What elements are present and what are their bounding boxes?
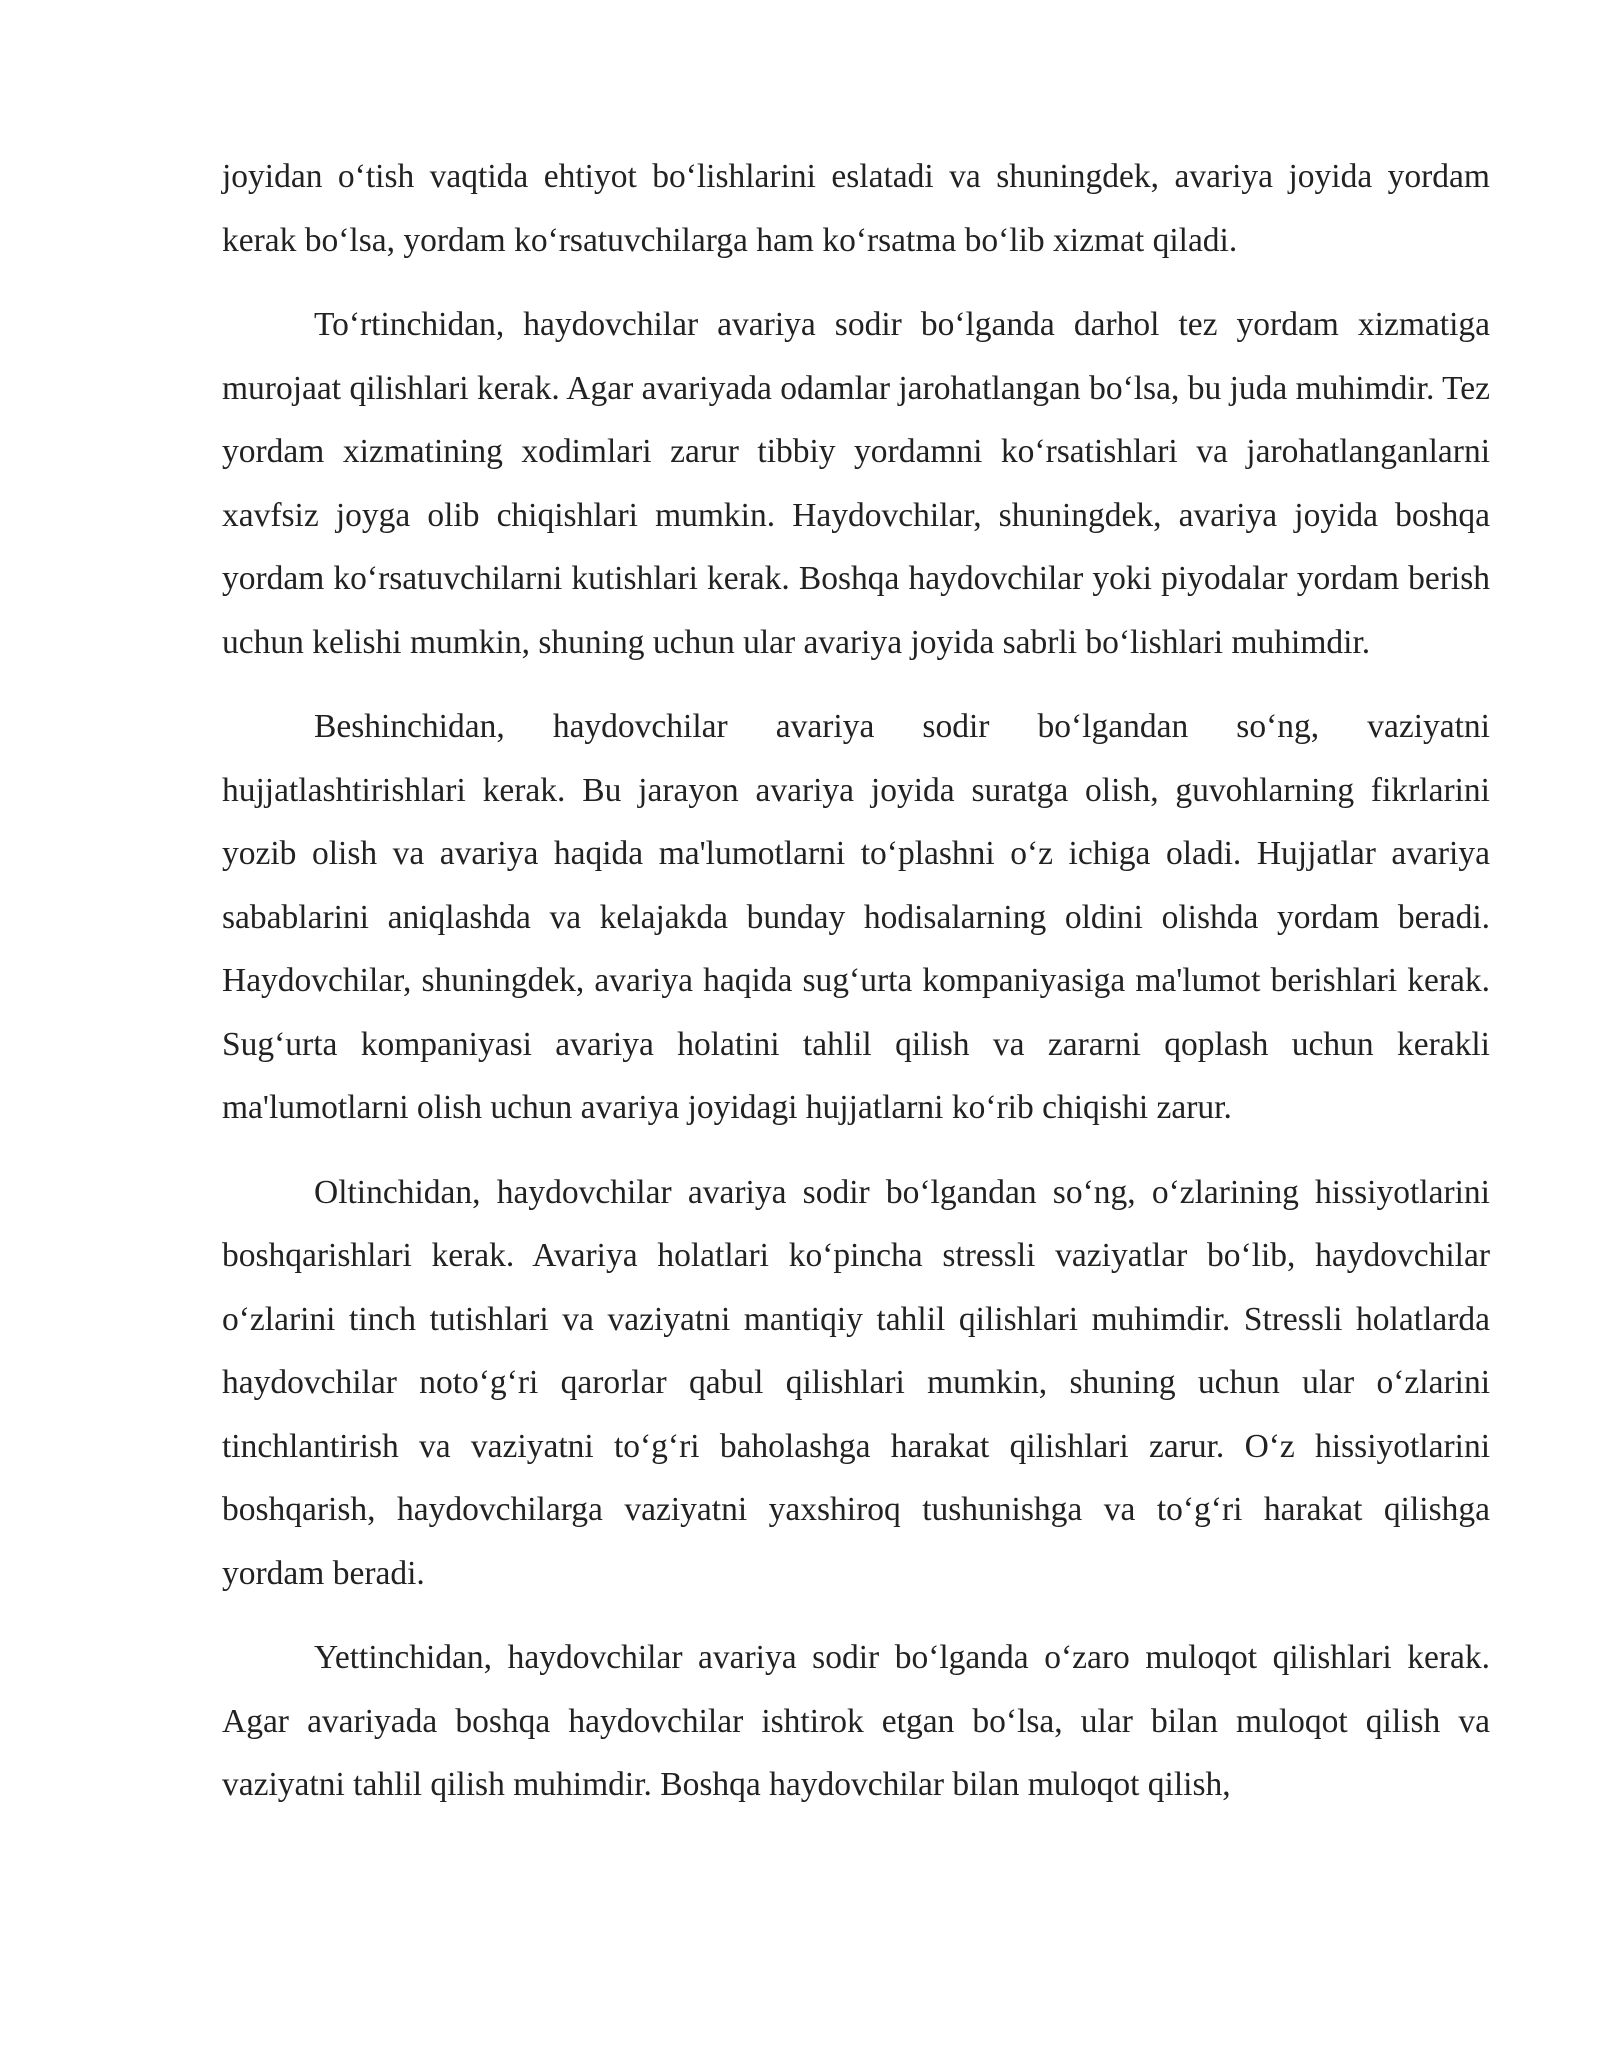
document-body (222, 145, 1490, 1838)
paragraph-fourth: To‘rtinchidan, haydovchilar avariya sodir bo‘lganda darhol tez yordam xizmatiga murojaat qilishlari kerak. Agar avariyada odamlar jarohatlangan bo‘lsa, bu juda muhimdir. Tez yordam xizmatining xodimlari zarur tibbiy yordamni ko‘rsatishlari va jarohatlanganlarni xavfsiz joyga olib chiqishlari mumkin. Haydovchilar, shuningdek, avariya joyida boshqa yordam ko‘rsatuvchilarni kutishlari kerak. Boshqa haydovchilar yoki piyodalar yordam berish uchun kelishi mumkin, shuning uchun ular avariya joyida sabrli bo‘lishlari muhimdir. (222, 306, 1490, 661)
paragraph-seventh: Yettinchidan, haydovchilar avariya sodir bo‘lganda o‘zaro muloqot qilishlari kerak. Agar avariyada boshqa haydovchilar ishtirok etgan bo‘lsa, ular bilan muloqot qilish va vaziyatni tahlil qilish muhimdir. Boshqa haydovchilar bilan muloqot qilish, (222, 1639, 1490, 1803)
paragraph-fifth: Beshinchidan, haydovchilar avariya sodir bo‘lgandan so‘ng, vaziyatni hujjatlashtirishlari kerak. Bu jarayon avariya joyida suratga olish, guvohlarning fikrlarini yozib olish va avariya haqida ma'lumotlarni to‘plashni o‘z ichiga oladi. Hujjatlar avariya sabablarini aniqlashda va kelajakda bunday hodisalarning oldini olishda yordam beradi. Haydovchilar, shuningdek, avariya haqida sug‘urta kompaniyasiga ma'lumot berishlari kerak. Sug‘urta kompaniyasi avariya holatini tahlil qilish va zararni qoplash uchun kerakli ma'lumotlarni olish uchun avariya joyidagi hujjatlarni ko‘rib chiqishi zarur. (222, 708, 1490, 1126)
paragraph-sixth: Oltinchidan, haydovchilar avariya sodir bo‘lgandan so‘ng, o‘zlarining hissiyotlarini boshqarishlari kerak. Avariya holatlari ko‘pincha stressli vaziyatlar bo‘lib, haydovchilar o‘zlarini tinch tutishlari va vaziyatni mantiqiy tahlil qilishlari muhimdir. Stressli holatlarda haydovchilar noto‘g‘ri qarorlar qabul qilishlari mumkin, shuning uchun ular o‘zlarini tinchlantirish va vaziyatni to‘g‘ri baholashga harakat qilishlari zarur. O‘z hissiyotlarini boshqarish, haydovchilarga vaziyatni yaxshiroq tushunishga va to‘g‘ri harakat qilishga yordam beradi. (222, 1173, 1490, 1592)
paragraph-continuation: joyidan o‘tish vaqtida ehtiyot bo‘lishlarini eslatadi va shuningdek, avariya joyida yordam kerak bo‘lsa, yordam ko‘rsatuvchilarga ham ko‘rsatma bo‘lib xizmat qiladi. (222, 158, 1490, 259)
